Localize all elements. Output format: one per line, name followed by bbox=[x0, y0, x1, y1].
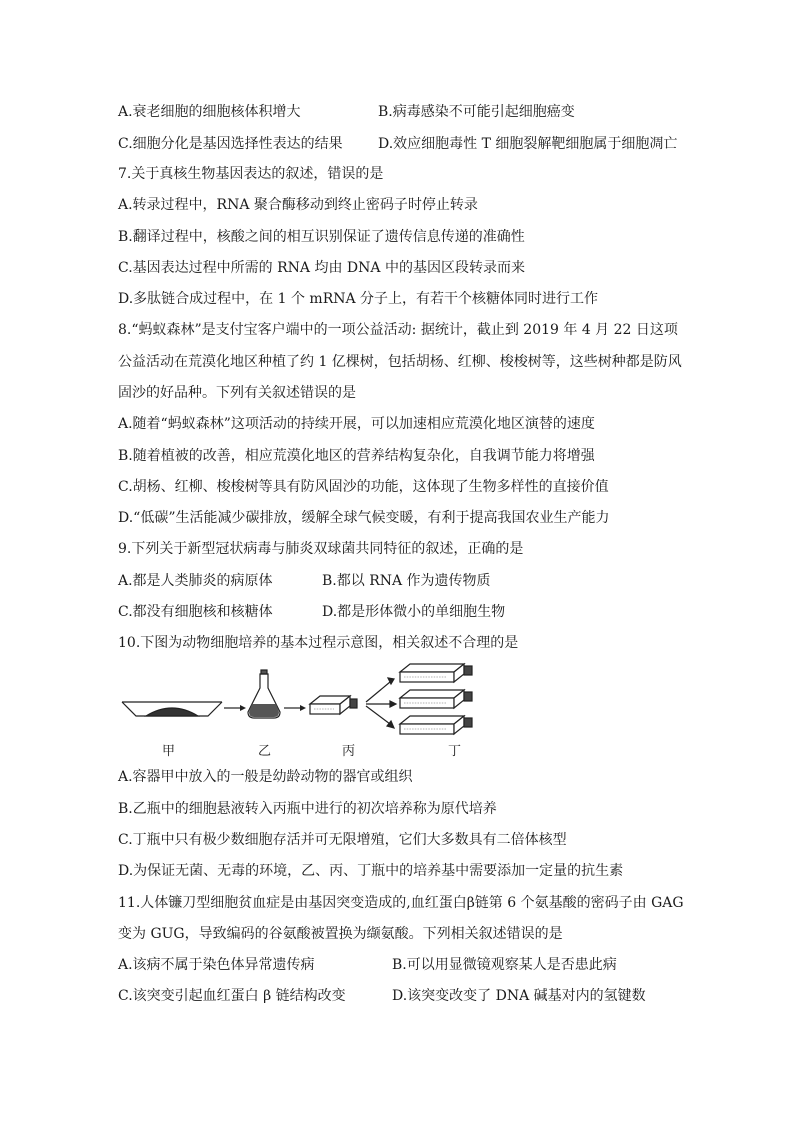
figure-label-yi: 乙 bbox=[258, 744, 272, 759]
q10-option-c: C.丁瓶中只有极少数细胞存活并可无限增殖，它们大多数具有二倍体核型 bbox=[118, 832, 567, 848]
q6-option-d: D.效应细胞毒性 T 细胞裂解靶细胞属于细胞凋亡 bbox=[378, 136, 678, 152]
q8-option-c: C.胡杨、红柳、梭梭树等具有防风固沙的功能，这体现了生物多样性的直接价值 bbox=[118, 479, 609, 495]
q10-option-a: A.容器甲中放入的一般是幼龄动物的器官或组织 bbox=[118, 769, 413, 785]
bottle-bing bbox=[310, 696, 357, 714]
q6-option-c: C.细胞分化是基因选择性表达的结果 bbox=[118, 136, 343, 152]
arrow-2-head bbox=[300, 705, 306, 711]
q7-option-c: C.基因表达过程中所需的 RNA 均由 DNA 中的基因区段转录而来 bbox=[118, 260, 525, 276]
q9-option-a: A.都是人类肺炎的病原体 bbox=[118, 573, 273, 589]
arrow-1-head bbox=[240, 705, 246, 711]
q6-option-b: B.病毒感染不可能引起细胞癌变 bbox=[378, 104, 575, 120]
q8-stem-line3: 固沙的好品种。下列有关叙述错误的是 bbox=[118, 385, 356, 401]
q7-option-a: A.转录过程中，RNA 聚合酶移动到终止密码子时停止转录 bbox=[118, 197, 478, 213]
q8-option-b: B.随着植被的改善，相应荒漠化地区的营养结构复杂化，自我调节能力将增强 bbox=[118, 448, 595, 464]
q11-stem-line1: 11.人体镰刀型细胞贫血症是由基因突变造成的,血红蛋白β链第 6 个氨基酸的密码子由 GAG bbox=[118, 895, 684, 911]
dish-jia bbox=[122, 702, 222, 716]
q10-stem: 10.下图为动物细胞培养的基本过程示意图，相关叙述不合理的是 bbox=[118, 635, 519, 651]
q10-option-b: B.乙瓶中的细胞悬液转入丙瓶中进行的初次培养称为原代培养 bbox=[118, 801, 497, 817]
arrow-branch bbox=[366, 678, 396, 728]
figure-label-bing: 丙 bbox=[342, 744, 356, 759]
q7-option-d: D.多肽链合成过程中，在 1 个 mRNA 分子上，有若干个核糖体同时进行工作 bbox=[118, 291, 599, 307]
cell-culture-diagram bbox=[118, 656, 618, 760]
q8-option-d: D.“低碳”生活能减少碳排放，缓解全球气候变暖，有利于提高我国农业生产能力 bbox=[118, 510, 610, 526]
flask-yi bbox=[248, 670, 280, 718]
q11-option-a: A.该病不属于染色体异常遗传病 bbox=[118, 957, 315, 973]
q6-option-a: A.衰老细胞的细胞核体积增大 bbox=[118, 104, 301, 120]
q11-option-d: D.该突变改变了 DNA 碱基对内的氢键数 bbox=[392, 988, 646, 1004]
q9-option-d: D.都是形体微小的单细胞生物 bbox=[322, 604, 506, 620]
q9-stem: 9.下列关于新型冠状病毒与肺炎双球菌共同特征的叙述，正确的是 bbox=[118, 541, 524, 557]
q9-option-b: B.都以 RNA 作为遗传物质 bbox=[322, 573, 491, 589]
q8-option-a: A.随着“蚂蚁森林”这项活动的持续开展，可以加速相应荒漠化地区演替的速度 bbox=[118, 416, 595, 432]
q9-option-c: C.都没有细胞核和核糖体 bbox=[118, 604, 273, 620]
q7-stem: 7.关于真核生物基因表达的叙述，错误的是 bbox=[118, 166, 384, 182]
figure-label-jia: 甲 bbox=[162, 744, 176, 759]
q7-option-b: B.翻译过程中，核酸之间的相互识别保证了遗传信息传递的准确性 bbox=[118, 229, 525, 245]
q8-stem-line2: 公益活动在荒漠化地区种植了约 1 亿棵树，包括胡杨、红柳、梭梭树等，这些树种都是防风 bbox=[118, 354, 682, 370]
cell-culture-diagram-art bbox=[118, 656, 618, 740]
q11-stem-line2: 变为 GUG，导致编码的谷氨酸被置换为缬氨酸。下列相关叙述错误的是 bbox=[118, 926, 563, 942]
figure-label-ding: 丁 bbox=[448, 744, 462, 759]
q11-option-b: B.可以用显微镜观察某人是否患此病 bbox=[392, 957, 617, 973]
q8-stem-line1: 8.“蚂蚁森林”是支付宝客户端中的一项公益活动: 据统计，截止到 2019 年 4 月 22 日这项 bbox=[118, 322, 678, 338]
bottles-ding bbox=[400, 664, 472, 734]
q10-option-d: D.为保证无菌、无毒的环境，乙、丙、丁瓶中的培养基中需要添加一定量的抗生素 bbox=[118, 863, 624, 879]
q11-option-c: C.该突变引起血红蛋白 β 链结构改变 bbox=[118, 988, 346, 1004]
